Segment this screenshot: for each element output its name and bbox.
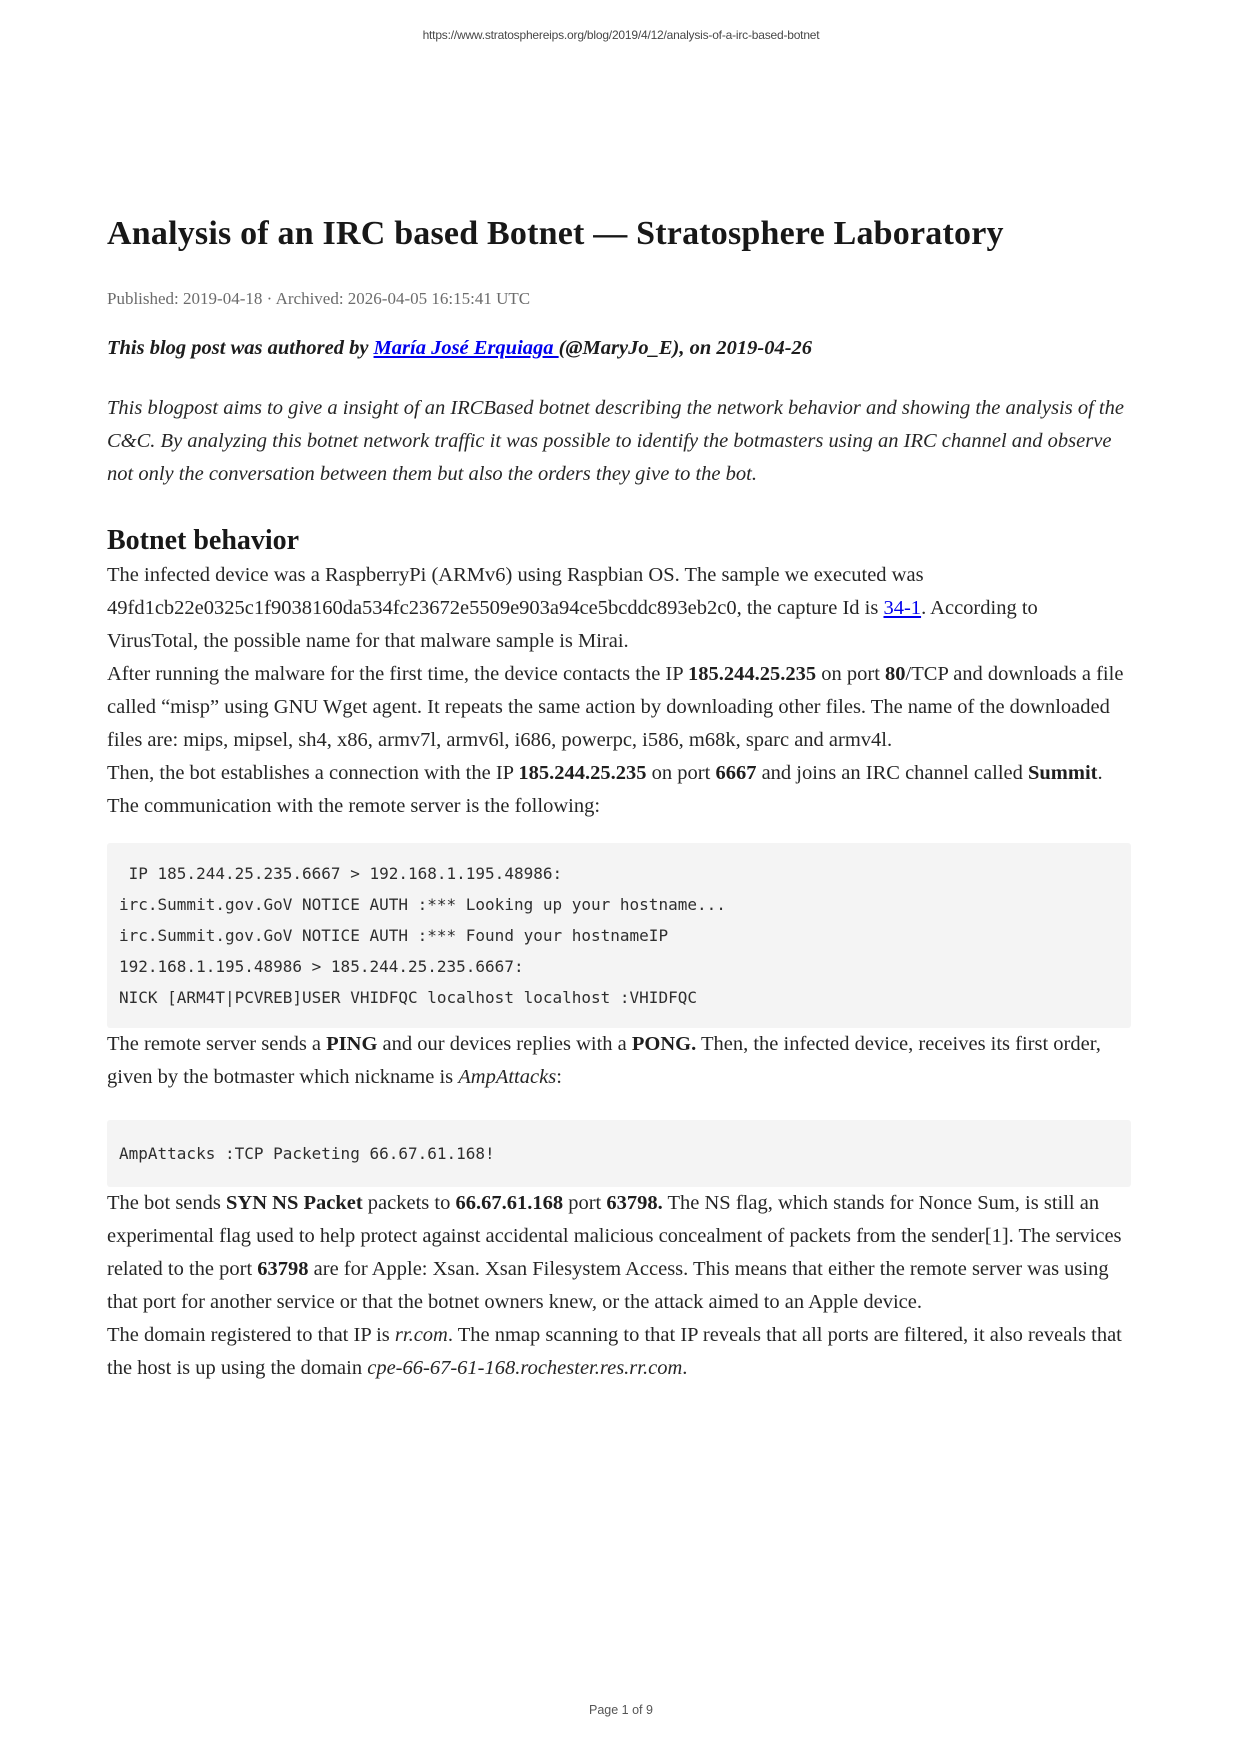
domain-italic: rr.com xyxy=(394,1324,448,1346)
byline xyxy=(107,334,1131,362)
code-line: NICK [ARM4T|PCVREB]USER VHIDFQC localhost localhost :VHIDFQC xyxy=(119,988,697,1007)
paragraph-text: . According to VirusTotal, the possible name for that malware sample is Mirai. xyxy=(107,597,1038,652)
publish-archive-meta: Published: 2019-04-18 · Archived: 2026-04-05 16:15:41 UTC xyxy=(107,289,531,308)
hostname-italic: cpe-66-67-61-168.rochester.res.rr.com xyxy=(367,1357,683,1379)
paragraph-text: . xyxy=(682,1357,688,1379)
byline-text-post: (@MaryJo_E), on 2019-04-26 xyxy=(558,337,813,359)
ip-address-bold: 185.244.25.235 xyxy=(688,663,817,685)
paragraph-text: on port xyxy=(646,762,716,784)
target-ip-bold: 66.67.61.168 xyxy=(455,1192,564,1214)
paragraph-text: The remote server sends a xyxy=(107,1033,327,1055)
paragraph-text: The domain registered to that IP is xyxy=(107,1324,395,1346)
author-link[interactable]: María José Erquiaga xyxy=(373,337,559,359)
paragraph-text: . The nmap scanning to that IP reveals that all ports are filtered, it also reveals that the host is up using the domain xyxy=(107,1324,1122,1379)
paragraph-ping-pong xyxy=(107,1028,1131,1094)
paragraph-text: and joins an IRC channel called xyxy=(756,762,1028,784)
paragraph-download-behavior xyxy=(107,658,1131,757)
code-line: IP 185.244.25.235.6667 > 192.168.1.195.48986: xyxy=(119,864,563,883)
paragraph-text: and our devices replies with a xyxy=(377,1033,632,1055)
paragraph-text: The NS flag, which stands for Nonce Sum, is still an experimental flag used to help protect against accidental malicious concealment of packets from the sender[1]. The services related to the port xyxy=(107,1192,1122,1280)
code-block-first-order xyxy=(107,1120,1131,1187)
paragraph-text: Then, the bot establishes a connection with the IP xyxy=(107,762,519,784)
page-number: Page 1 of 9 xyxy=(589,1703,653,1717)
paragraph-domain-info xyxy=(107,1319,1131,1385)
code-line: irc.Summit.gov.GoV NOTICE AUTH :*** Found your hostnameIP xyxy=(119,926,669,945)
blog-article xyxy=(107,0,1131,1385)
paragraph-text: . The communication with the remote server is the following: xyxy=(107,762,1103,817)
paragraph-text: on port xyxy=(816,663,886,685)
paragraph-syn-ns-attack xyxy=(107,1187,1131,1319)
code-block-irc-handshake xyxy=(107,843,1131,1028)
paragraph-text: /TCP and downloads a file called “misp” using GNU Wget agent. It repeats the same action by downloading other files. The name of the downloaded files are: mips, mipsel, sh4, x86, armv7l, armv6l, i686, powerpc, i586, m68k, sparc and armv4l. xyxy=(107,663,1124,751)
capture-id-link[interactable]: 34-1 xyxy=(883,597,922,619)
code-line: AmpAttacks :TCP Packeting 66.67.61.168! xyxy=(119,1144,495,1163)
paragraph-text: The bot sends xyxy=(107,1192,226,1214)
code-line: 192.168.1.195.48986 > 185.244.25.235.6667: xyxy=(119,957,524,976)
paragraph-text: Then, the infected device, receives its first order, given by the botmaster which nickname is xyxy=(107,1033,1101,1088)
target-port-bold: 63798 xyxy=(257,1258,309,1280)
print-header-url: https://www.stratosphereips.org/blog/2019/4/12/analysis-of-a-irc-based-botnet xyxy=(422,28,820,42)
paragraph-text: are for Apple: Xsan. Xsan Filesystem Access. This means that either the remote server was using that port for another service or that the botnet owners knew, or the attack aimed to an Apple device. xyxy=(107,1258,1109,1313)
page-title: Analysis of an IRC based Botnet — Stratosphere Laboratory xyxy=(107,215,1004,252)
pong-bold: PONG. xyxy=(631,1033,697,1055)
paragraph-sample-info xyxy=(107,559,1131,658)
byline-text-pre: This blog post was authored by xyxy=(107,337,374,359)
ip-address-bold: 185.244.25.235 xyxy=(518,762,647,784)
paragraph-text: packets to xyxy=(362,1192,456,1214)
packet-type-bold: SYN NS Packet xyxy=(226,1192,363,1214)
paragraph-text: : xyxy=(556,1066,562,1088)
target-port-bold: 63798. xyxy=(606,1192,663,1214)
lead-paragraph: This blogpost aims to give a insight of an IRCBased botnet describing the network behavior and showing the analysis of the C&C. By analyzing this botnet network traffic it was possible to identify the botmasters using an IRC channel and observe not only the conversation between them but also the orders they give to the bot. xyxy=(107,397,1124,485)
paragraph-irc-connection xyxy=(107,757,1131,823)
paragraph-text: After running the malware for the first time, the device contacts the IP xyxy=(107,663,689,685)
ping-bold: PING xyxy=(326,1033,378,1055)
botmaster-nickname-italic: AmpAttacks xyxy=(458,1066,557,1088)
code-line: irc.Summit.gov.GoV NOTICE AUTH :*** Looking up your hostname... xyxy=(119,895,726,914)
paragraph-text: The infected device was a RaspberryPi (ARMv6) using Raspbian OS. The sample we executed was 49fd1cb22e0325c1f9038160da534fc23672e5509e903a94ce5bcddc893eb2c0, the capture Id is xyxy=(107,564,924,619)
channel-name-bold: Summit xyxy=(1028,762,1098,784)
port-bold: 6667 xyxy=(715,762,757,784)
section-heading-botnet-behavior: Botnet behavior xyxy=(107,525,300,556)
paragraph-text: port xyxy=(563,1192,607,1214)
port-bold: 80 xyxy=(885,663,906,685)
